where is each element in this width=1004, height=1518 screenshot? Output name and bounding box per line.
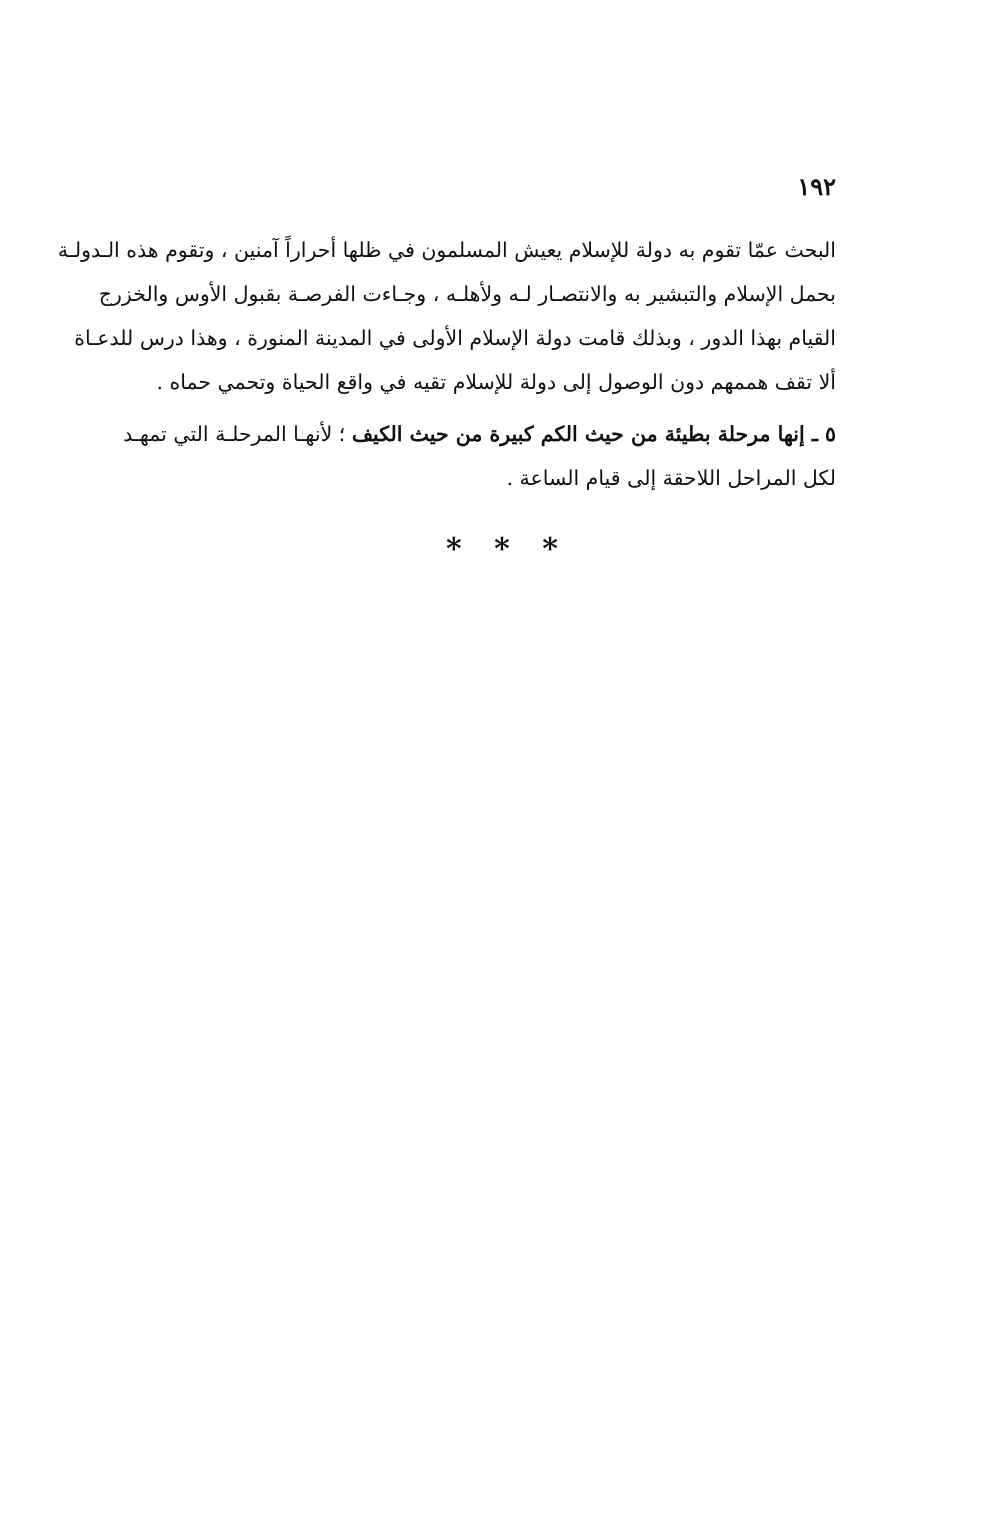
asterisk: * [445, 532, 462, 567]
document-body [57, 228, 836, 500]
text-line [123, 412, 836, 456]
section-separator [0, 532, 1004, 567]
text-line: القيام بهذا الدور ، وبذلك قامت دولة الإسلام الأولى في المدينة المنورة ، وهذا درس للدعـاة [74, 326, 836, 350]
page-number: ١٩٢ [797, 172, 836, 201]
line-rest-text: ؛ لأنهـا المرحلـة التي تمهـد [123, 422, 352, 446]
asterisk: * [494, 532, 510, 567]
paragraph-1 [57, 228, 836, 404]
text-line: بحمل الإسلام والتبشير به والانتصـار لـه ولأهلـه ، وجـاءت الفرصـة بقبول الأوس والخزرج [98, 282, 836, 306]
paragraph-2 [123, 412, 836, 500]
text-line: ألا تقف هممهم دون الوصول إلى دولة للإسلام تقيه في واقع الحياة وتحمي حماه . [156, 370, 836, 394]
text-line: لكل المراحل اللاحقة إلى قيام الساعة . [506, 466, 836, 490]
text-line: البحث عمّا تقوم به دولة للإسلام يعيش المسلمون في ظلها أحراراً آمنين ، وتقوم هذه الـدولـة [57, 238, 836, 262]
bold-lead-text: ٥ ـ إنها مرحلة بطيئة من حيث الكم كبيرة من حيث الكيف [351, 422, 836, 446]
asterisk: * [542, 532, 558, 567]
